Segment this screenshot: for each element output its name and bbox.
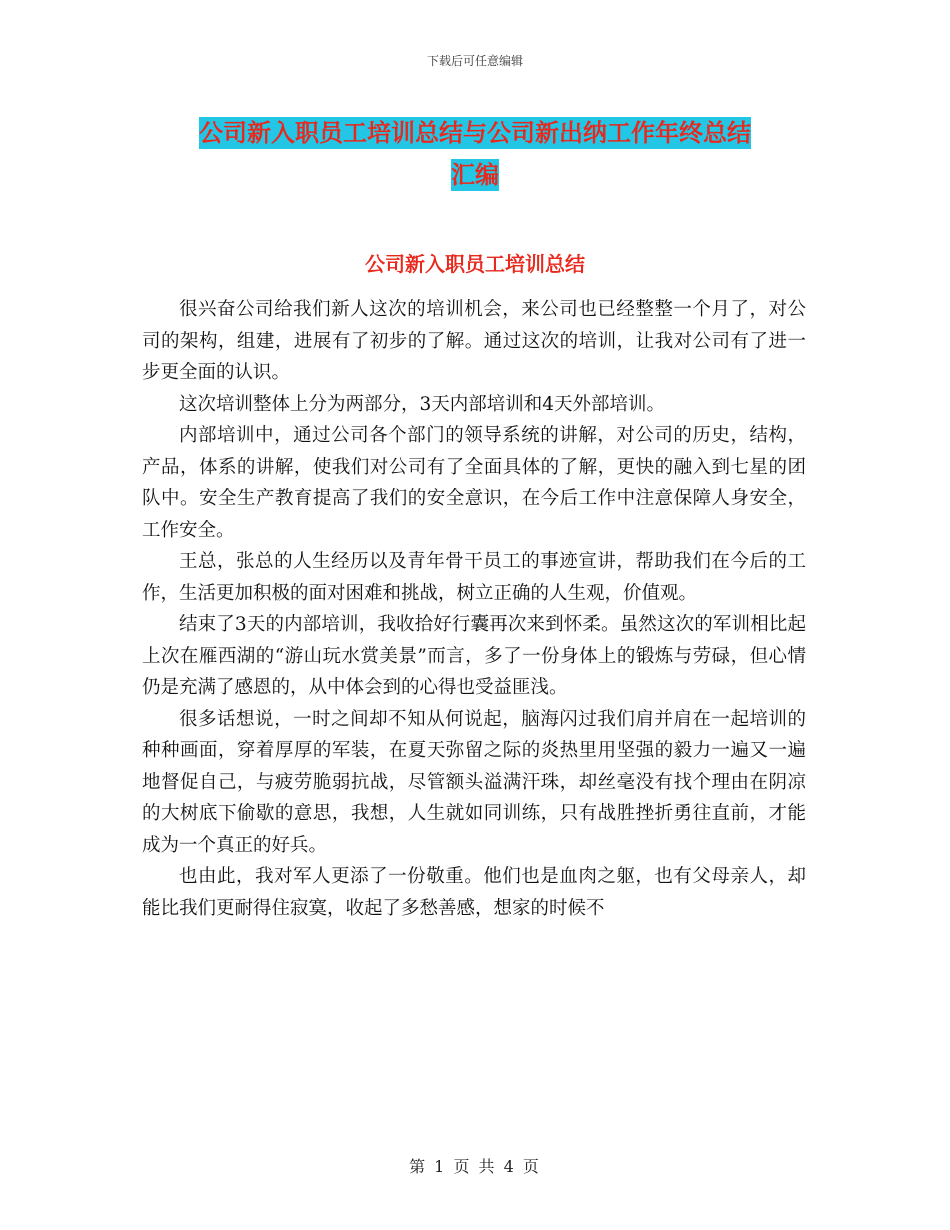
paragraph: 很多话想说，一时之间却不知从何说起，脑海闪过我们肩并肩在一起培训的种种画面，穿着厚厚的军装，在夏天弥留之际的炎热里用坚强的毅力一遍又一遍地督促自己，与疲劳脆弱抗战，尽管额头溢满汗珠，却丝毫没有找个理由在阴凉的大树底下偷歇的意思，我想，人生就如同训练，只有战胜挫折勇往直前，才能成为一个真正的好兵。 (142, 708, 806, 856)
paragraph: 结束了3天的内部培训，我收拾好行囊再次来到怀柔。虽然这次的军训相比起上次在雁西湖的“游山玩水赏美景”而言，多了一份身体上的锻炼与劳碌，但心情仍是充满了感恩的，从中体会到的心得也受益匪浅。 (142, 614, 806, 698)
paragraph: 王总，张总的人生经历以及青年骨干员工的事迹宣讲，帮助我们在今后的工作，生活更加积极的面对困难和挑战，树立正确的人生观，价值观。 (142, 551, 806, 604)
document-title (0, 112, 950, 154)
section-title: 公司新入职员工培训总结 (365, 252, 585, 276)
paragraph: 很兴奋公司给我们新人这次的培训机会，来公司也已经整整一个月了，对公司的架构，组建，进展有了初步的了解。通过这次的培训，让我对公司有了进一步更全面的认识。 (142, 299, 806, 383)
document-title-line-2: 汇编 (451, 161, 499, 189)
paragraph: 也由此，我对军人更添了一份敬重。他们也是血肉之躯，也有父母亲人，却能比我们更耐得住寂寞，收起了多愁善感，想家的时候不 (142, 866, 806, 919)
body-text (142, 294, 806, 924)
header-note: 下载后可任意编辑 (426, 54, 523, 68)
page-footer: 第 1 页 共 4 页 (409, 1157, 541, 1176)
document-title-continued (0, 154, 950, 196)
paragraph: 这次培训整体上分为两部分，3天内部培训和4天外部培训。 (179, 393, 666, 415)
document-title-line-1: 公司新入职员工培训总结与公司新出纳工作年终总结 (199, 119, 751, 147)
paragraph: 内部培训中，通过公司各个部门的领导系统的讲解，对公司的历史，结构，产品，体系的讲解，使我们对公司有了全面具体的了解，更快的融入到七星的团队中。安全生产教育提高了我们的安全意识，在今后工作中注意保障人身安全，工作安全。 (142, 425, 806, 541)
